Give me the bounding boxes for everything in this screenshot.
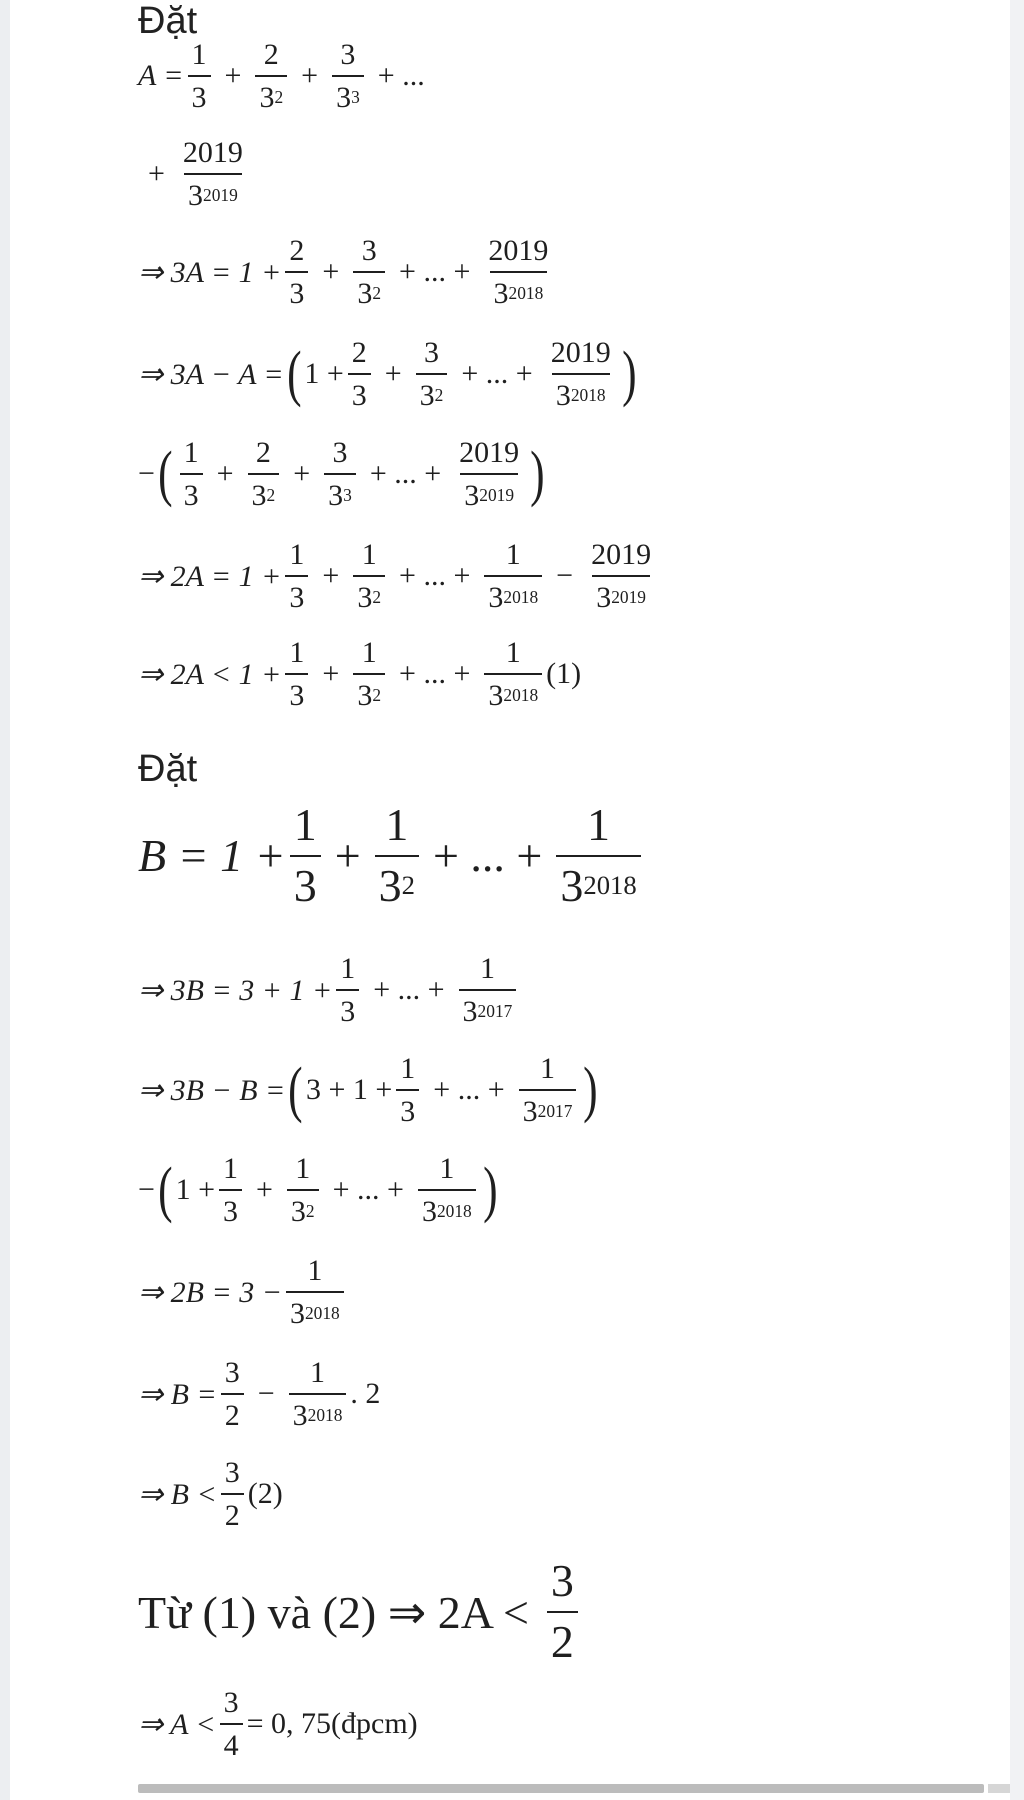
equation-line-16: ⇒ A < $\frac{3}{4}$ = 0, 75(đpcm) [138, 1686, 418, 1762]
eq1-frac-3: $\frac{3}{3^3}$ [332, 38, 364, 114]
equation-line-11: − ( 1 + $\frac{1}{3}$ + $\frac{1}{3^2}$ + ... + $\frac{1}{3^{2018}}$ ) [138, 1152, 498, 1228]
equation-line-1: A = $\frac{1}{3}$ + $\frac{2}{3^2}$ + $\frac{3}{3^3}$ + ... [138, 38, 425, 114]
equation-line-9: ⇒ 3B = 3 + 1 + $\frac{1}{3}$ + ... + $\frac{1}{3^{2017}}$ [138, 952, 520, 1028]
equation-line-10: ⇒ 3B − B = ( 3 + 1 + $\frac{1}{3}$ + ... + $\frac{1}{3^{2017}}$ ) [138, 1052, 598, 1128]
eq7-tag: (1) [546, 657, 582, 690]
eq1-lhs: A = [138, 59, 184, 92]
heading-dat-b: Đặt [138, 748, 198, 790]
eq3-lhs: ⇒ 3A = 1 + [138, 255, 282, 289]
conclusion-text: Từ (1) và (2) ⇒ 2A < [138, 1586, 529, 1638]
equation-line-5: − ( $\frac{1}{3}$ + $\frac{2}{3^2}$ + $\frac{3}{3^3}$ + ... + $\frac{2019}{3^{2019}}$ ) [138, 436, 545, 512]
equation-line-12: ⇒ 2B = 3 − $\frac{1}{3^{2018}}$ [138, 1254, 348, 1330]
heading-dat-a-text: Đặt [138, 0, 198, 42]
eq4-lhs: ⇒ 3A − A = [138, 357, 284, 391]
heading-dat-a [138, 0, 197, 43]
equation-line-15: Từ (1) và (2) ⇒ 2A < $\frac{3}{2}$ [138, 1556, 582, 1667]
equation-line-4: ⇒ 3A − A = ( 1 + $\frac{2}{3}$ + $\frac{3}{3^2}$ + ... + $\frac{2019}{3^{2018}}$ ) [138, 336, 637, 412]
eq1-frac-2: $\frac{2}{3^2}$ [255, 38, 287, 114]
eq1-frac-1: $\frac{1}{3}$ [188, 38, 211, 114]
scrollbar-end-cap [988, 1784, 1010, 1793]
equation-line-3: ⇒ 3A = 1 + $\frac{2}{3}$ + $\frac{3}{3^2}$ + ... + $\frac{2019}{3^{2018}}$ [138, 234, 549, 310]
equation-line-13: ⇒ B = $\frac{3}{2}$ − $\frac{1}{3^{2018}}$ . 2 [138, 1356, 381, 1432]
eq2-frac: $\frac{2019}{3^{2019}}$ [182, 136, 243, 212]
equation-line-6: ⇒ 2A = 1 + $\frac{1}{3}$ + $\frac{1}{3^2}$ + ... + $\frac{1}{3^{2018}}$ − $\frac{2019}{3^{2019}}$ [138, 538, 652, 614]
equation-line-2 [138, 136, 251, 212]
equation-line-8: B = 1 + $\frac{1}{3}$ + $\frac{1}{3^2}$ + ... + $\frac{1}{3^{2018}}$ [138, 800, 645, 911]
equation-line-14: ⇒ B < $\frac{3}{2}$ (2) [138, 1456, 283, 1532]
horizontal-scrollbar[interactable] [138, 1784, 984, 1793]
eq2-plus: + [148, 157, 165, 190]
final-result: = 0, 75(đpcm) [246, 1707, 418, 1740]
eq1-tail: + ... [377, 59, 425, 92]
equation-line-7: ⇒ 2A < 1 + $\frac{1}{3}$ + $\frac{1}{3^2}$ + ... + $\frac{1}{3^{2018}}$ (1) [138, 636, 582, 712]
